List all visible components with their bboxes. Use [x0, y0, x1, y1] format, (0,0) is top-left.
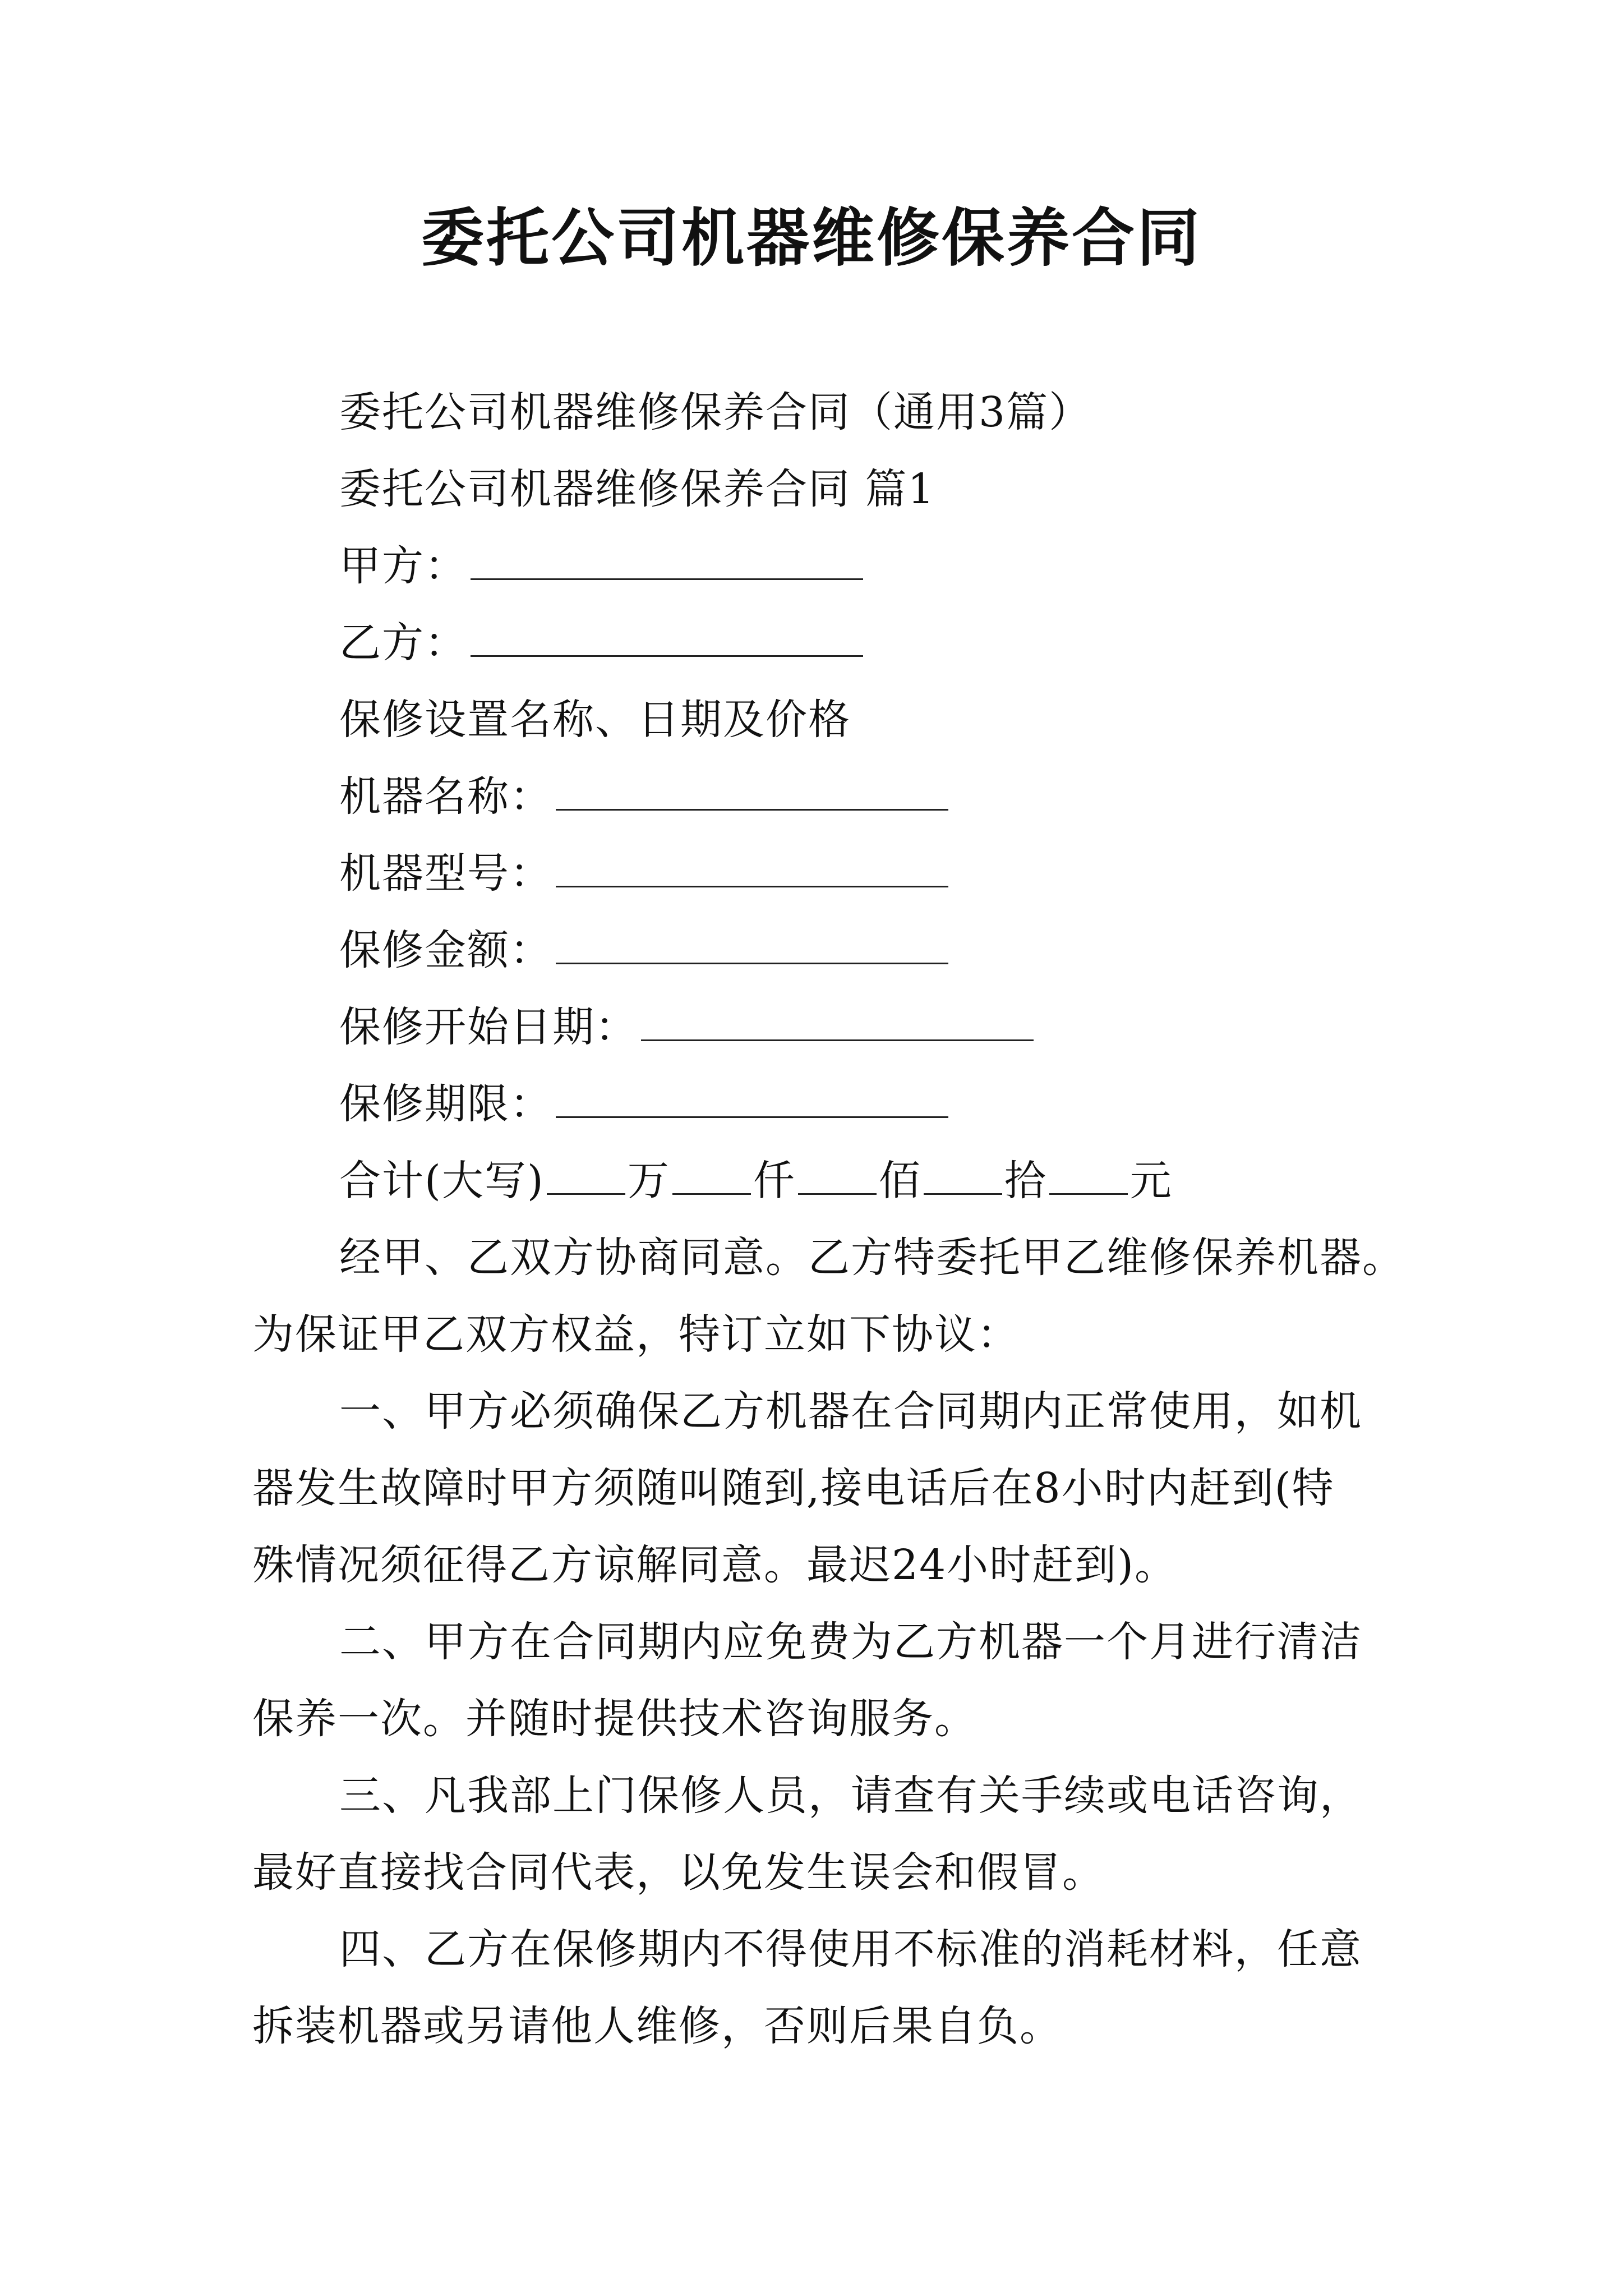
party-b-row	[339, 615, 863, 671]
clause-1-line-3: 殊情况须征得乙方谅解同意。最迟24小时赶到)。	[252, 1541, 1178, 1589]
total-row	[339, 1153, 1173, 1209]
clause-1-line-1: 一、甲方必须确保乙方机器在合同期内正常使用，如机	[339, 1387, 1362, 1435]
total-shi-unit: 拾	[1004, 1157, 1047, 1205]
clause-4-line-2: 拆装机器或另请他人维修，否则后果自负。	[252, 2002, 1062, 2050]
total-shi-blank	[924, 1153, 1002, 1195]
warranty-period-row	[339, 1076, 948, 1132]
section-heading: 委托公司机器维修保养合同 篇1	[339, 465, 935, 513]
clause-4-line-1: 四、乙方在保修期内不得使用不标准的消耗材料，任意	[339, 1925, 1362, 1973]
warranty-start-label: 保修开始日期：	[339, 1003, 638, 1051]
document-subtitle: 委托公司机器维修保养合同（通用3篇）	[339, 388, 1092, 436]
party-a-row	[339, 538, 863, 594]
clause-3-line-2: 最好直接找合同代表，以免发生误会和假冒。	[252, 1848, 1105, 1897]
clause-1-line-2: 器发生故障时甲方须随叫随到,接电话后在8小时内赶到(特	[252, 1464, 1335, 1512]
party-a-label: 甲方：	[339, 542, 467, 590]
party-b-blank	[471, 615, 863, 657]
warranty-amount-blank	[556, 922, 948, 964]
warranty-amount-label: 保修金额：	[339, 926, 552, 974]
machine-model-label: 机器型号：	[339, 849, 552, 898]
party-b-label: 乙方：	[339, 619, 467, 667]
total-wan-unit: 万	[627, 1157, 670, 1205]
warranty-period-label: 保修期限：	[339, 1080, 552, 1128]
warranty-start-blank	[641, 999, 1034, 1041]
document-title: 委托公司机器维修保养合同	[421, 201, 1202, 275]
clause-2-line-1: 二、甲方在合同期内应免费为乙方机器一个月进行清洁	[339, 1618, 1362, 1666]
warranty-amount-row	[339, 922, 948, 978]
machine-name-blank	[556, 769, 948, 811]
total-yuan-unit: 元	[1129, 1157, 1173, 1205]
machine-model-blank	[556, 845, 948, 887]
total-yuan-blank	[1049, 1153, 1128, 1195]
total-qian-unit: 仟	[753, 1157, 796, 1205]
clause-2-line-2: 保养一次。并随时提供技术咨询服务。	[252, 1695, 977, 1743]
machine-model-row	[339, 845, 948, 901]
total-wan-blank	[547, 1153, 625, 1195]
warranty-start-row	[339, 999, 1034, 1055]
party-a-blank	[471, 538, 863, 580]
intro-paragraph-line-2: 为保证甲乙双方权益，特订立如下协议：	[252, 1310, 1020, 1359]
total-bai-unit: 佰	[878, 1157, 921, 1205]
warranty-period-blank	[556, 1076, 948, 1118]
machine-name-row	[339, 769, 948, 825]
total-bai-blank	[798, 1153, 877, 1195]
intro-paragraph-line-1: 经甲、乙双方协商同意。乙方特委托甲乙维修保养机器。	[339, 1234, 1405, 1282]
section-label: 保修设置名称、日期及价格	[339, 696, 851, 744]
total-qian-blank	[672, 1153, 751, 1195]
machine-name-label: 机器名称：	[339, 772, 552, 821]
total-label: 合计(大写)	[339, 1157, 545, 1205]
clause-3-line-1: 三、凡我部上门保修人员，请查有关手续或电话咨询，	[339, 1772, 1362, 1820]
